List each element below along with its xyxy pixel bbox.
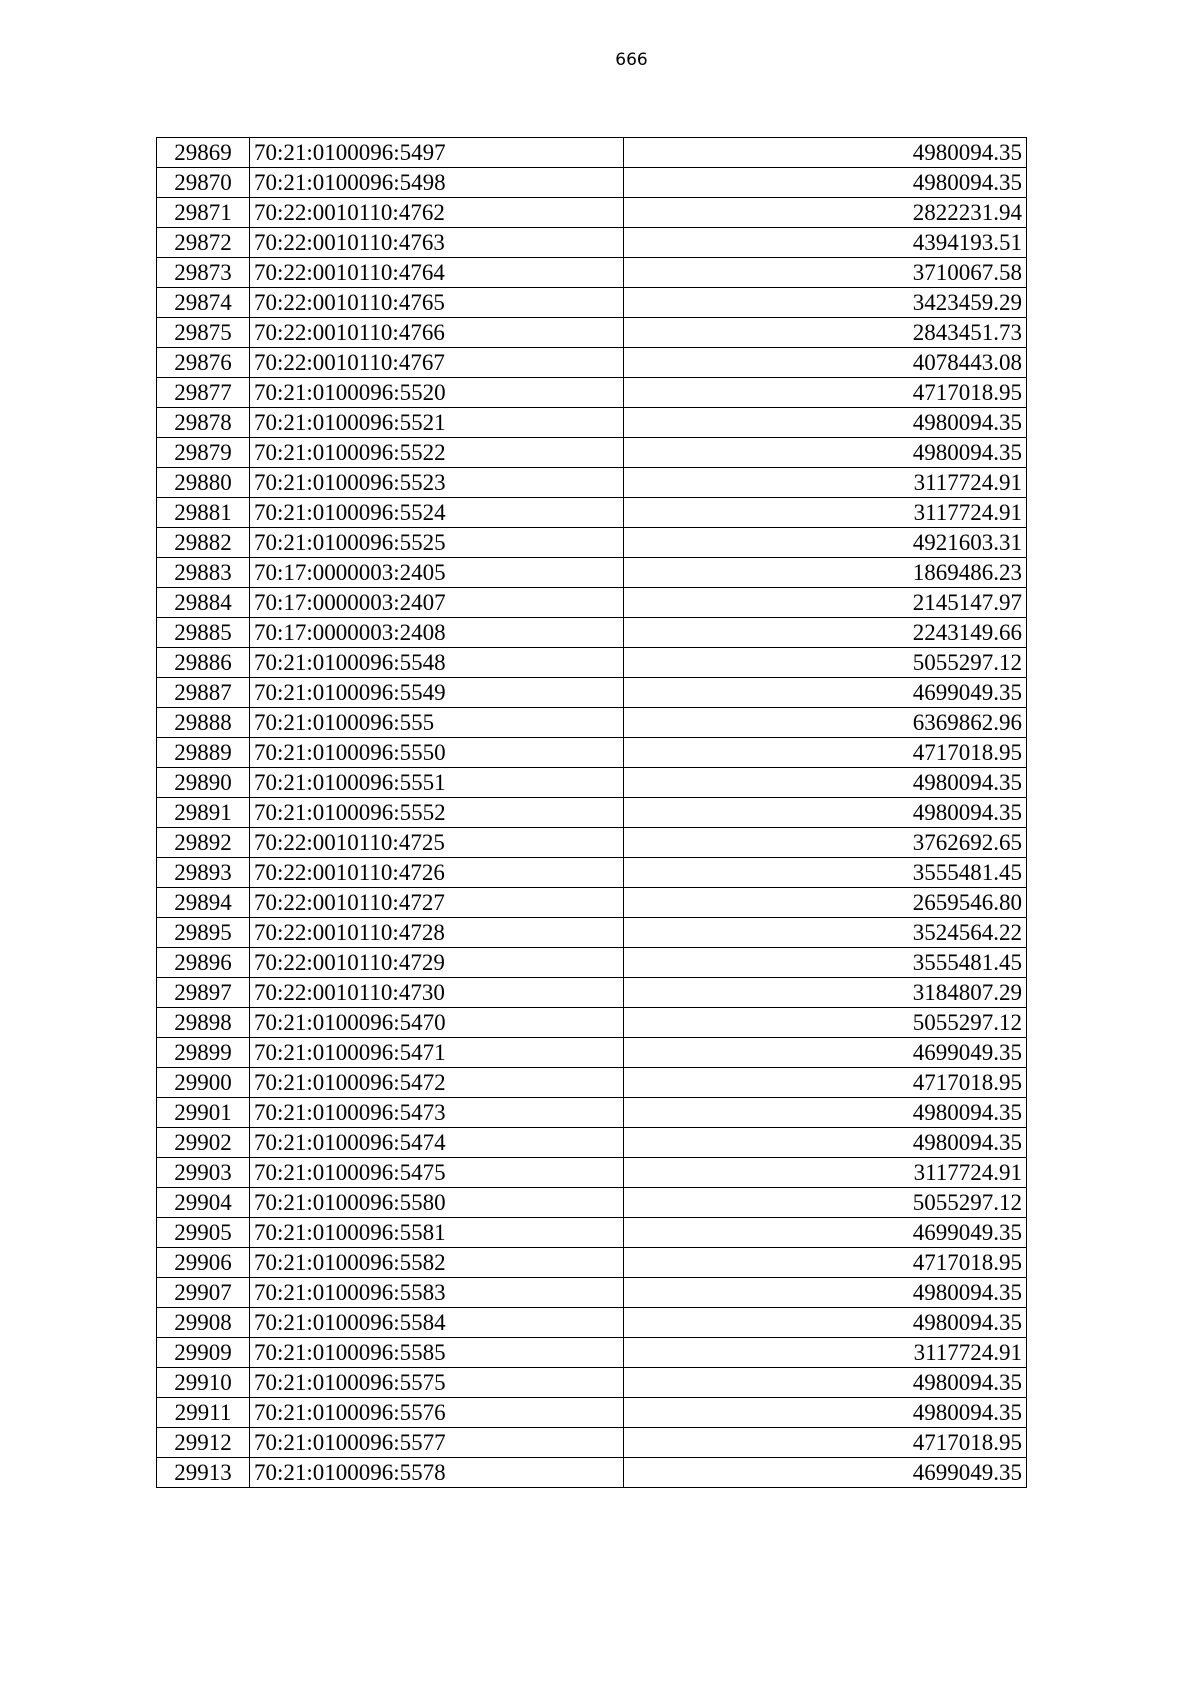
row-number-cell: 29890 <box>157 768 250 798</box>
table-row <box>157 498 1027 528</box>
cadastral-value-cell: 4699049.35 <box>624 1038 1027 1068</box>
table-row <box>157 468 1027 498</box>
table-row <box>157 228 1027 258</box>
cadastral-number-cell: 70:22:0010110:4767 <box>250 348 624 378</box>
row-number-cell: 29885 <box>157 618 250 648</box>
cadastral-value-cell: 4699049.35 <box>624 1458 1027 1488</box>
row-number-cell: 29905 <box>157 1218 250 1248</box>
row-number-cell: 29880 <box>157 468 250 498</box>
row-number-cell: 29912 <box>157 1428 250 1458</box>
cadastral-number-cell: 70:22:0010110:4766 <box>250 318 624 348</box>
row-number-cell: 29903 <box>157 1158 250 1188</box>
cadastral-number-cell: 70:21:0100096:5521 <box>250 408 624 438</box>
cadastral-number-cell: 70:17:0000003:2407 <box>250 588 624 618</box>
cadastral-value-cell: 3555481.45 <box>624 948 1027 978</box>
cadastral-number-cell: 70:21:0100096:5585 <box>250 1338 624 1368</box>
row-number-cell: 29895 <box>157 918 250 948</box>
cadastral-value-cell: 5055297.12 <box>624 1008 1027 1038</box>
table-row <box>157 258 1027 288</box>
cadastral-value-cell: 4699049.35 <box>624 1218 1027 1248</box>
table-row <box>157 798 1027 828</box>
table-row <box>157 1308 1027 1338</box>
cadastral-value-cell: 4717018.95 <box>624 738 1027 768</box>
cadastral-number-cell: 70:22:0010110:4763 <box>250 228 624 258</box>
cadastral-value-cell: 4921603.31 <box>624 528 1027 558</box>
row-number-cell: 29870 <box>157 168 250 198</box>
cadastral-value-cell: 2243149.66 <box>624 618 1027 648</box>
table-row <box>157 1338 1027 1368</box>
cadastral-value-cell: 2822231.94 <box>624 198 1027 228</box>
cadastral-value-cell: 3524564.22 <box>624 918 1027 948</box>
cadastral-value-cell: 4717018.95 <box>624 1068 1027 1098</box>
table-row <box>157 1368 1027 1398</box>
cadastral-number-cell: 70:21:0100096:5475 <box>250 1158 624 1188</box>
cadastral-number-cell: 70:21:0100096:5580 <box>250 1188 624 1218</box>
row-number-cell: 29893 <box>157 858 250 888</box>
cadastral-number-cell: 70:21:0100096:5474 <box>250 1128 624 1158</box>
cadastral-value-cell: 2145147.97 <box>624 588 1027 618</box>
table-row <box>157 948 1027 978</box>
cadastral-value-cell: 1869486.23 <box>624 558 1027 588</box>
table-row <box>157 648 1027 678</box>
row-number-cell: 29899 <box>157 1038 250 1068</box>
cadastral-value-cell: 3762692.65 <box>624 828 1027 858</box>
table-row <box>157 1068 1027 1098</box>
table-row <box>157 1128 1027 1158</box>
cadastral-value-table <box>156 137 1027 1488</box>
cadastral-value-cell: 4980094.35 <box>624 1308 1027 1338</box>
table-row <box>157 588 1027 618</box>
cadastral-number-cell: 70:21:0100096:5525 <box>250 528 624 558</box>
cadastral-value-cell: 2659546.80 <box>624 888 1027 918</box>
row-number-cell: 29910 <box>157 1368 250 1398</box>
cadastral-number-cell: 70:22:0010110:4765 <box>250 288 624 318</box>
table-row <box>157 138 1027 168</box>
cadastral-number-cell: 70:22:0010110:4764 <box>250 258 624 288</box>
cadastral-value-cell: 4980094.35 <box>624 1278 1027 1308</box>
row-number-cell: 29869 <box>157 138 250 168</box>
row-number-cell: 29886 <box>157 648 250 678</box>
cadastral-number-cell: 70:21:0100096:5550 <box>250 738 624 768</box>
cadastral-value-cell: 5055297.12 <box>624 648 1027 678</box>
row-number-cell: 29872 <box>157 228 250 258</box>
row-number-cell: 29902 <box>157 1128 250 1158</box>
cadastral-number-cell: 70:22:0010110:4730 <box>250 978 624 1008</box>
row-number-cell: 29897 <box>157 978 250 1008</box>
cadastral-value-cell: 4717018.95 <box>624 378 1027 408</box>
table-row <box>157 918 1027 948</box>
cadastral-number-cell: 70:21:0100096:555 <box>250 708 624 738</box>
cadastral-number-cell: 70:17:0000003:2405 <box>250 558 624 588</box>
table-row <box>157 1428 1027 1458</box>
cadastral-number-cell: 70:17:0000003:2408 <box>250 618 624 648</box>
table-row <box>157 978 1027 1008</box>
row-number-cell: 29901 <box>157 1098 250 1128</box>
cadastral-value-cell: 4980094.35 <box>624 168 1027 198</box>
row-number-cell: 29904 <box>157 1188 250 1218</box>
cadastral-number-cell: 70:21:0100096:5548 <box>250 648 624 678</box>
cadastral-number-cell: 70:21:0100096:5497 <box>250 138 624 168</box>
table-row <box>157 348 1027 378</box>
cadastral-value-cell: 4980094.35 <box>624 798 1027 828</box>
row-number-cell: 29909 <box>157 1338 250 1368</box>
table-row <box>157 1038 1027 1068</box>
table-row <box>157 768 1027 798</box>
table-row <box>157 1248 1027 1278</box>
cadastral-value-cell: 4717018.95 <box>624 1428 1027 1458</box>
cadastral-value-cell: 6369862.96 <box>624 708 1027 738</box>
table-row <box>157 708 1027 738</box>
cadastral-value-cell: 3117724.91 <box>624 468 1027 498</box>
row-number-cell: 29908 <box>157 1308 250 1338</box>
cadastral-number-cell: 70:22:0010110:4762 <box>250 198 624 228</box>
cadastral-number-cell: 70:21:0100096:5524 <box>250 498 624 528</box>
row-number-cell: 29881 <box>157 498 250 528</box>
table-row <box>157 828 1027 858</box>
cadastral-value-cell: 4717018.95 <box>624 1248 1027 1278</box>
cadastral-value-cell: 3117724.91 <box>624 498 1027 528</box>
cadastral-value-cell: 3555481.45 <box>624 858 1027 888</box>
row-number-cell: 29888 <box>157 708 250 738</box>
row-number-cell: 29896 <box>157 948 250 978</box>
table-row <box>157 558 1027 588</box>
cadastral-value-cell: 2843451.73 <box>624 318 1027 348</box>
cadastral-number-cell: 70:22:0010110:4726 <box>250 858 624 888</box>
cadastral-number-cell: 70:22:0010110:4728 <box>250 918 624 948</box>
page-number: 666 <box>615 50 648 70</box>
table-row <box>157 198 1027 228</box>
cadastral-value-cell: 4980094.35 <box>624 1128 1027 1158</box>
cadastral-number-cell: 70:21:0100096:5470 <box>250 1008 624 1038</box>
table-row <box>157 858 1027 888</box>
cadastral-value-cell: 4980094.35 <box>624 1398 1027 1428</box>
row-number-cell: 29907 <box>157 1278 250 1308</box>
table-row <box>157 1398 1027 1428</box>
cadastral-number-cell: 70:21:0100096:5523 <box>250 468 624 498</box>
row-number-cell: 29874 <box>157 288 250 318</box>
table-row <box>157 168 1027 198</box>
cadastral-value-cell: 4980094.35 <box>624 408 1027 438</box>
cadastral-number-cell: 70:21:0100096:5581 <box>250 1218 624 1248</box>
table-row <box>157 438 1027 468</box>
table-row <box>157 378 1027 408</box>
table-body <box>157 138 1027 1488</box>
cadastral-value-cell: 4980094.35 <box>624 438 1027 468</box>
cadastral-number-cell: 70:21:0100096:5577 <box>250 1428 624 1458</box>
cadastral-number-cell: 70:21:0100096:5549 <box>250 678 624 708</box>
cadastral-number-cell: 70:21:0100096:5575 <box>250 1368 624 1398</box>
row-number-cell: 29884 <box>157 588 250 618</box>
cadastral-number-cell: 70:21:0100096:5472 <box>250 1068 624 1098</box>
cadastral-number-cell: 70:21:0100096:5584 <box>250 1308 624 1338</box>
cadastral-value-cell: 4980094.35 <box>624 768 1027 798</box>
cadastral-value-cell: 4699049.35 <box>624 678 1027 708</box>
cadastral-number-cell: 70:22:0010110:4727 <box>250 888 624 918</box>
table-row <box>157 408 1027 438</box>
cadastral-number-cell: 70:21:0100096:5522 <box>250 438 624 468</box>
table-row <box>157 528 1027 558</box>
cadastral-number-cell: 70:21:0100096:5582 <box>250 1248 624 1278</box>
row-number-cell: 29871 <box>157 198 250 228</box>
cadastral-number-cell: 70:21:0100096:5583 <box>250 1278 624 1308</box>
cadastral-value-cell: 3423459.29 <box>624 288 1027 318</box>
table-row <box>157 1098 1027 1128</box>
cadastral-number-cell: 70:21:0100096:5473 <box>250 1098 624 1128</box>
row-number-cell: 29879 <box>157 438 250 468</box>
cadastral-number-cell: 70:21:0100096:5520 <box>250 378 624 408</box>
row-number-cell: 29900 <box>157 1068 250 1098</box>
cadastral-number-cell: 70:21:0100096:5578 <box>250 1458 624 1488</box>
row-number-cell: 29911 <box>157 1398 250 1428</box>
row-number-cell: 29891 <box>157 798 250 828</box>
table-row <box>157 288 1027 318</box>
cadastral-number-cell: 70:22:0010110:4729 <box>250 948 624 978</box>
row-number-cell: 29873 <box>157 258 250 288</box>
cadastral-number-cell: 70:21:0100096:5498 <box>250 168 624 198</box>
cadastral-value-cell: 3710067.58 <box>624 258 1027 288</box>
row-number-cell: 29889 <box>157 738 250 768</box>
table-row <box>157 1218 1027 1248</box>
cadastral-number-cell: 70:22:0010110:4725 <box>250 828 624 858</box>
cadastral-value-cell: 4980094.35 <box>624 138 1027 168</box>
cadastral-value-cell: 4394193.51 <box>624 228 1027 258</box>
cadastral-value-cell: 4078443.08 <box>624 348 1027 378</box>
table-row <box>157 318 1027 348</box>
cadastral-value-cell: 3117724.91 <box>624 1158 1027 1188</box>
row-number-cell: 29913 <box>157 1458 250 1488</box>
table-row <box>157 618 1027 648</box>
row-number-cell: 29892 <box>157 828 250 858</box>
row-number-cell: 29877 <box>157 378 250 408</box>
cadastral-value-cell: 3117724.91 <box>624 1338 1027 1368</box>
row-number-cell: 29875 <box>157 318 250 348</box>
table-row <box>157 738 1027 768</box>
table-row <box>157 1008 1027 1038</box>
cadastral-number-cell: 70:21:0100096:5471 <box>250 1038 624 1068</box>
cadastral-value-cell: 4980094.35 <box>624 1368 1027 1398</box>
cadastral-number-cell: 70:21:0100096:5576 <box>250 1398 624 1428</box>
table-row <box>157 888 1027 918</box>
row-number-cell: 29876 <box>157 348 250 378</box>
table-row <box>157 1188 1027 1218</box>
table-row <box>157 1278 1027 1308</box>
table-row <box>157 1458 1027 1488</box>
cadastral-number-cell: 70:21:0100096:5551 <box>250 768 624 798</box>
row-number-cell: 29898 <box>157 1008 250 1038</box>
table-row <box>157 1158 1027 1188</box>
cadastral-number-cell: 70:21:0100096:5552 <box>250 798 624 828</box>
row-number-cell: 29894 <box>157 888 250 918</box>
cadastral-value-cell: 5055297.12 <box>624 1188 1027 1218</box>
row-number-cell: 29906 <box>157 1248 250 1278</box>
cadastral-value-cell: 4980094.35 <box>624 1098 1027 1128</box>
row-number-cell: 29887 <box>157 678 250 708</box>
table-row <box>157 678 1027 708</box>
cadastral-value-cell: 3184807.29 <box>624 978 1027 1008</box>
row-number-cell: 29878 <box>157 408 250 438</box>
row-number-cell: 29883 <box>157 558 250 588</box>
row-number-cell: 29882 <box>157 528 250 558</box>
